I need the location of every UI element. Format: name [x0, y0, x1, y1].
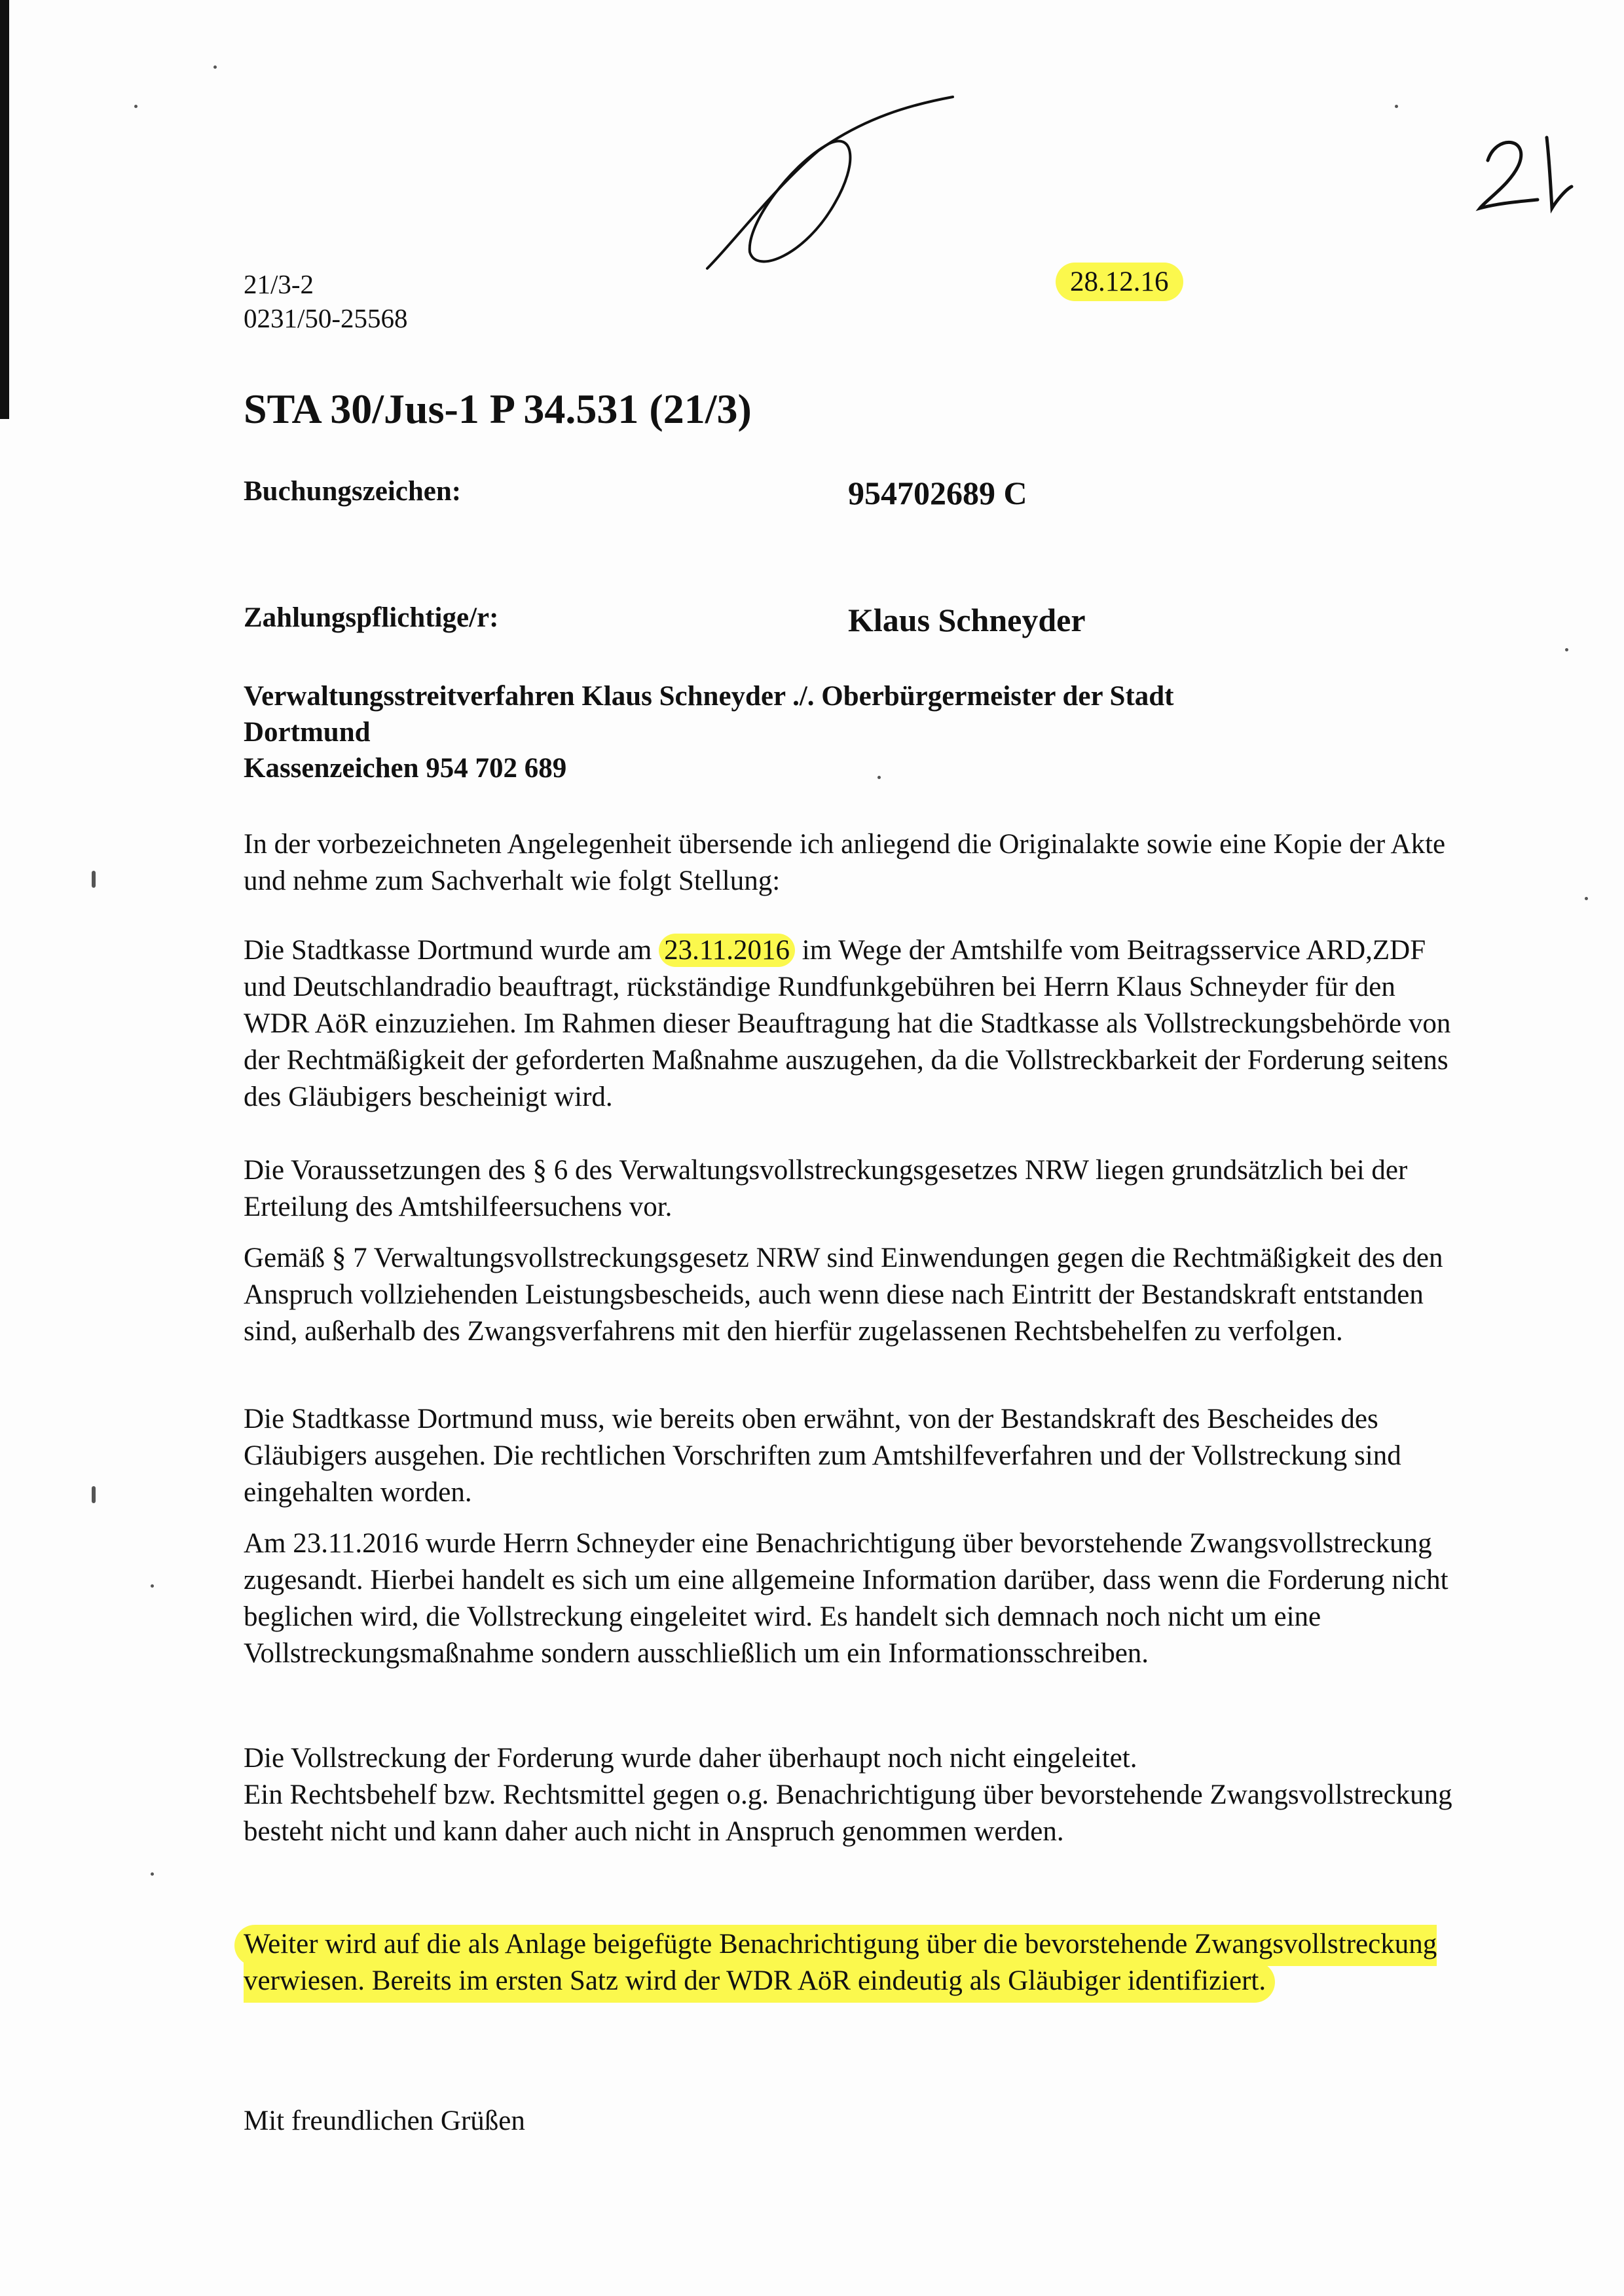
paragraph-attachment-reference — [244, 1926, 1455, 1999]
scan-speck — [1395, 105, 1398, 108]
handwritten-signature-mark — [694, 92, 956, 282]
attachment-highlight: Weiter wird auf die als Anlage beigefügte Benachrichtigung über die bevorstehende Zwangsvollstreckung verwiesen. Bereits im ersten Satz wird der WDR AöR eindeutig als Gläubiger identifiziert. — [234, 1925, 1437, 2003]
scan-speck — [1585, 897, 1588, 900]
paragraph-text: Ein Rechtsbehelf bzw. Rechtsmittel gegen o.g. Benachrichtigung über bevorstehende Zwangsvollstreckung besteht nicht und kann daher auch nicht in Anspruch genommen werden. — [244, 1779, 1452, 1847]
scan-speck — [151, 1872, 154, 1876]
paragraph-legal-force: Die Stadtkasse Dortmund muss, wie bereits oben erwähnt, von der Bestandskraft des Bescheides des Gläubigers ausgehen. Die rechtlichen Vorschriften zum Amtshilfeverfahren und der Vollstreckung sind eingehalten worden. — [244, 1404, 1401, 1508]
subject-line: Dortmund — [244, 717, 371, 748]
paragraph-text: Die Vollstreckung der Forderung wurde daher überhaupt noch nicht eingeleitet. — [244, 1743, 1137, 1774]
subject-block — [244, 678, 1475, 786]
assignment-date-highlight: 23.11.2016 — [659, 934, 795, 967]
reference-block — [244, 267, 408, 335]
scan-speck — [151, 1584, 154, 1588]
subject-line: Kassenzeichen 954 702 689 — [244, 753, 567, 784]
paragraph-text: Die Stadtkasse Dortmund wurde am — [244, 935, 659, 966]
scan-edge-shadow — [0, 0, 9, 419]
scan-speck — [92, 871, 96, 888]
paragraph-text: im Wege der Amtshilfe vom Beitragsservice ARD,ZDF und Deutschlandradio beauftragt, rückständige Rundfunkgebühren bei Herrn Klaus Schneyder für den WDR AöR einzuziehen. Im Rahmen dieser Beauftragung hat die Stadtkasse als Vollstreckungsbehörde von der Rechtmäßigkeit der geforderten Maßnahme auszugehen, da die Vollstreckbarkeit der Forderung seitens des Gläubigers bescheinigt wird. — [244, 935, 1451, 1112]
reference-line: 0231/50-25568 — [244, 303, 408, 333]
paragraph-preconditions: Die Voraussetzungen des § 6 des Verwaltungsvollstreckungsgesetzes NRW liegen grundsätzlich bei der Erteilung des Amtshilfeersuchens vor. — [244, 1155, 1408, 1222]
intro-paragraph: In der vorbezeichneten Angelegenheit übersende ich anliegend die Originalakte sowie eine Kopie der Akte und nehme zum Sachverhalt wie folgt Stellung: — [244, 829, 1446, 896]
scan-speck — [213, 65, 217, 69]
file-number-heading: STA 30/Jus-1 P 34.531 (21/3) — [244, 386, 752, 432]
booking-value: 954702689 C — [848, 475, 1027, 511]
letter-date — [1056, 265, 1183, 299]
paragraph-objections: Gemäß § 7 Verwaltungsvollstreckungsgesetz NRW sind Einwendungen gegen die Rechtmäßigkeit des den Anspruch vollziehenden Leistungsbescheids, auch wenn diese nach Eintritt der Bestandskraft entstanden sind, außerhalb des Zwangsverfahrens mit den hierfür zugelassenen Rechtsbehelfen zu verfolgen. — [244, 1243, 1443, 1347]
payer-label: Zahlungspflichtige/r: — [244, 602, 499, 633]
closing-salutation: Mit freundlichen Grüßen — [244, 2105, 525, 2136]
booking-label: Buchungszeichen: — [244, 476, 462, 507]
date-highlight: 28.12.16 — [1056, 263, 1183, 301]
paragraph-notification: Am 23.11.2016 wurde Herrn Schneyder eine Benachrichtigung über bevorstehende Zwangsvollstreckung zugesandt. Hierbei handelt es sich um eine allgemeine Information darüber, dass wenn die Forderung nicht beglichen wird, die Vollstreckung eingeleitet wird. Es handelt sich demnach noch nicht um eine Vollstreckungsmaßnahme sondern ausschließlich um ein Informationsschreiben. — [244, 1528, 1449, 1669]
payer-value: Klaus Schneyder — [848, 602, 1086, 638]
paragraph-enforcement-status — [244, 1740, 1455, 1850]
handwritten-page-number — [1473, 124, 1578, 216]
scan-speck — [92, 1486, 96, 1503]
scan-speck — [134, 105, 138, 108]
subject-line: Verwaltungsstreitverfahren Klaus Schneyder ./. Oberbürgermeister der Stadt — [244, 681, 1174, 712]
scan-speck — [1565, 648, 1568, 651]
paragraph-assignment — [244, 932, 1455, 1116]
reference-line: 21/3-2 — [244, 269, 314, 299]
